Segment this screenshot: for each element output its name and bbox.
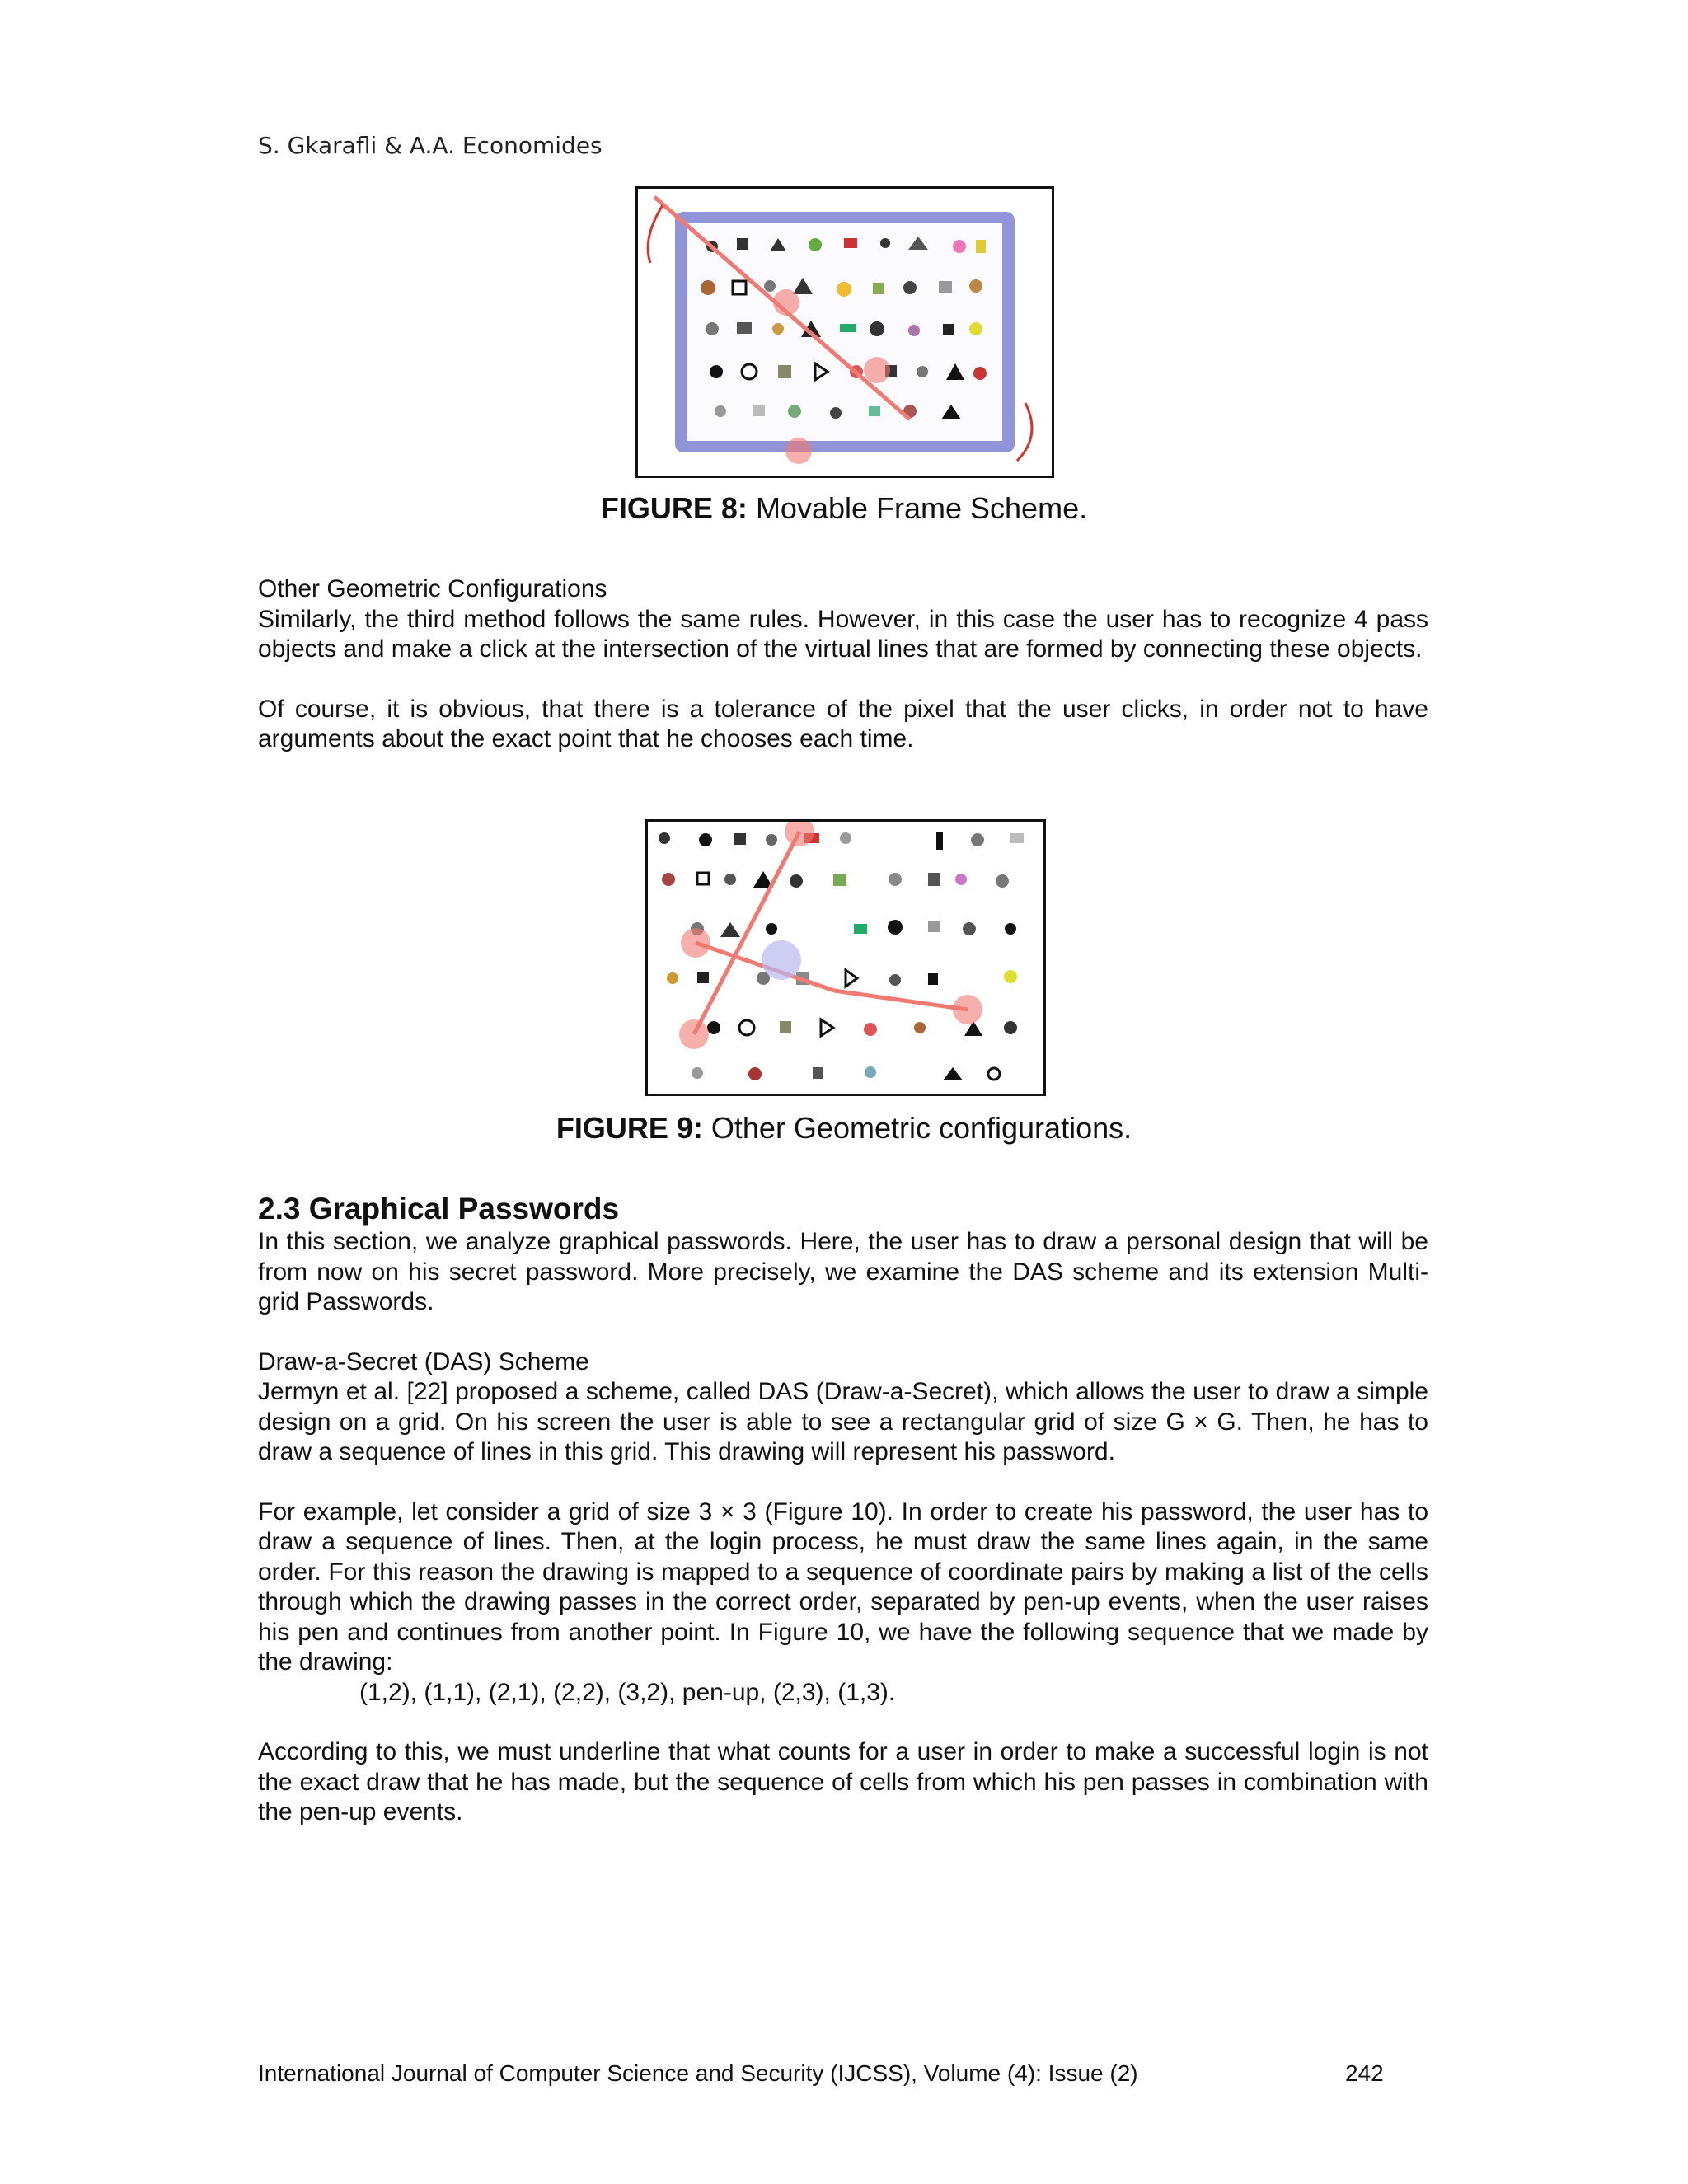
figure-9-title: Other Geometric configurations. bbox=[710, 1111, 1132, 1145]
pass-object-highlight bbox=[679, 1019, 709, 1049]
other-geometric-paragraph-1: Similarly, the third method follows the same rules. However, in this case the user has to recognize 4 pass objects and make a click at the intersection of the virtual lines that are formed by connecting these objects. bbox=[258, 605, 1428, 663]
figure-8-image bbox=[635, 186, 1054, 478]
rotation-arrow-left bbox=[648, 205, 663, 263]
pass-object-highlight bbox=[953, 995, 982, 1024]
rotation-arrow-right bbox=[1017, 403, 1032, 461]
figure-8-label: FIGURE 8: bbox=[600, 491, 748, 525]
das-paragraph: Jermyn et al. [22] proposed a scheme, called DAS (Draw-a-Secret), which allows the user to draw a simple design on a grid. On his screen the user is able to see a rectangular grid of size G × G. Then, he has to draw a sequence of lines in this grid. This drawing will represent his password. bbox=[258, 1378, 1428, 1465]
graphical-passwords-section bbox=[258, 1227, 1428, 1828]
figure-9-image bbox=[645, 819, 1046, 1096]
geometric-configuration-illustration bbox=[648, 822, 1043, 1094]
running-header: S. Gkarafli & A.A. Economides bbox=[258, 132, 603, 159]
journal-footer: International Journal of Computer Science and Security (IJCSS), Volume (4): Issue (2) bbox=[258, 2060, 1138, 2086]
section-heading: 2.3 Graphical Passwords bbox=[258, 1192, 620, 1226]
figure-9-label: FIGURE 9: bbox=[556, 1111, 703, 1145]
pass-object-highlight bbox=[773, 289, 799, 316]
other-geometric-paragraph-2: Of course, it is obvious, that there is a tolerance of the pixel that the user clicks, in order not to have arguments about the exact point that he chooses each time. bbox=[258, 695, 1428, 752]
closing-paragraph: According to this, we must underline that what counts for a user in order to make a successful login is not the exact draw that he has made, but the sequence of cells from which his pen passes in combination with the pen-up events. bbox=[258, 1738, 1428, 1825]
page-number: 242 bbox=[1345, 2060, 1384, 2086]
movable-frame-illustration bbox=[638, 189, 1052, 476]
cell-sequence: (1,2), (1,1), (2,1), (2,2), (3,2), pen-up, (2,3), (1,3). bbox=[359, 1678, 896, 1706]
das-subheading: Draw-a-Secret (DAS) Scheme bbox=[258, 1347, 589, 1376]
other-geometric-section bbox=[258, 574, 1428, 755]
pass-object-highlight bbox=[864, 357, 890, 383]
pass-object-highlight bbox=[681, 928, 710, 958]
graphical-intro-paragraph: In this section, we analyze graphical passwords. Here, the user has to draw a personal design that will be from now on his secret password. More precisely, we examine the DAS scheme and its extension Multi-grid Passwords. bbox=[258, 1228, 1428, 1315]
figure-8-caption bbox=[0, 491, 1688, 526]
figure-9-caption bbox=[0, 1111, 1688, 1146]
example-paragraph: For example, let consider a grid of size 3 × 3 (Figure 10). In order to create his password, the user has to draw a sequence of lines. Then, at the login process, he must draw the same lines again, in the same order. For this reason the drawing is mapped to a sequence of coordinate pairs by making a list of the cells through which the drawing passes in the correct order, separated by pen-up events, when the user raises his pen and continues from another point. In Figure 10, we have the following sequence that we made by the drawing: bbox=[258, 1497, 1428, 1675]
intersection-marker bbox=[762, 940, 801, 980]
pass-object-highlight bbox=[785, 438, 812, 464]
other-geometric-subheading: Other Geometric Configurations bbox=[258, 575, 607, 602]
figure-8-title: Movable Frame Scheme. bbox=[755, 491, 1088, 525]
